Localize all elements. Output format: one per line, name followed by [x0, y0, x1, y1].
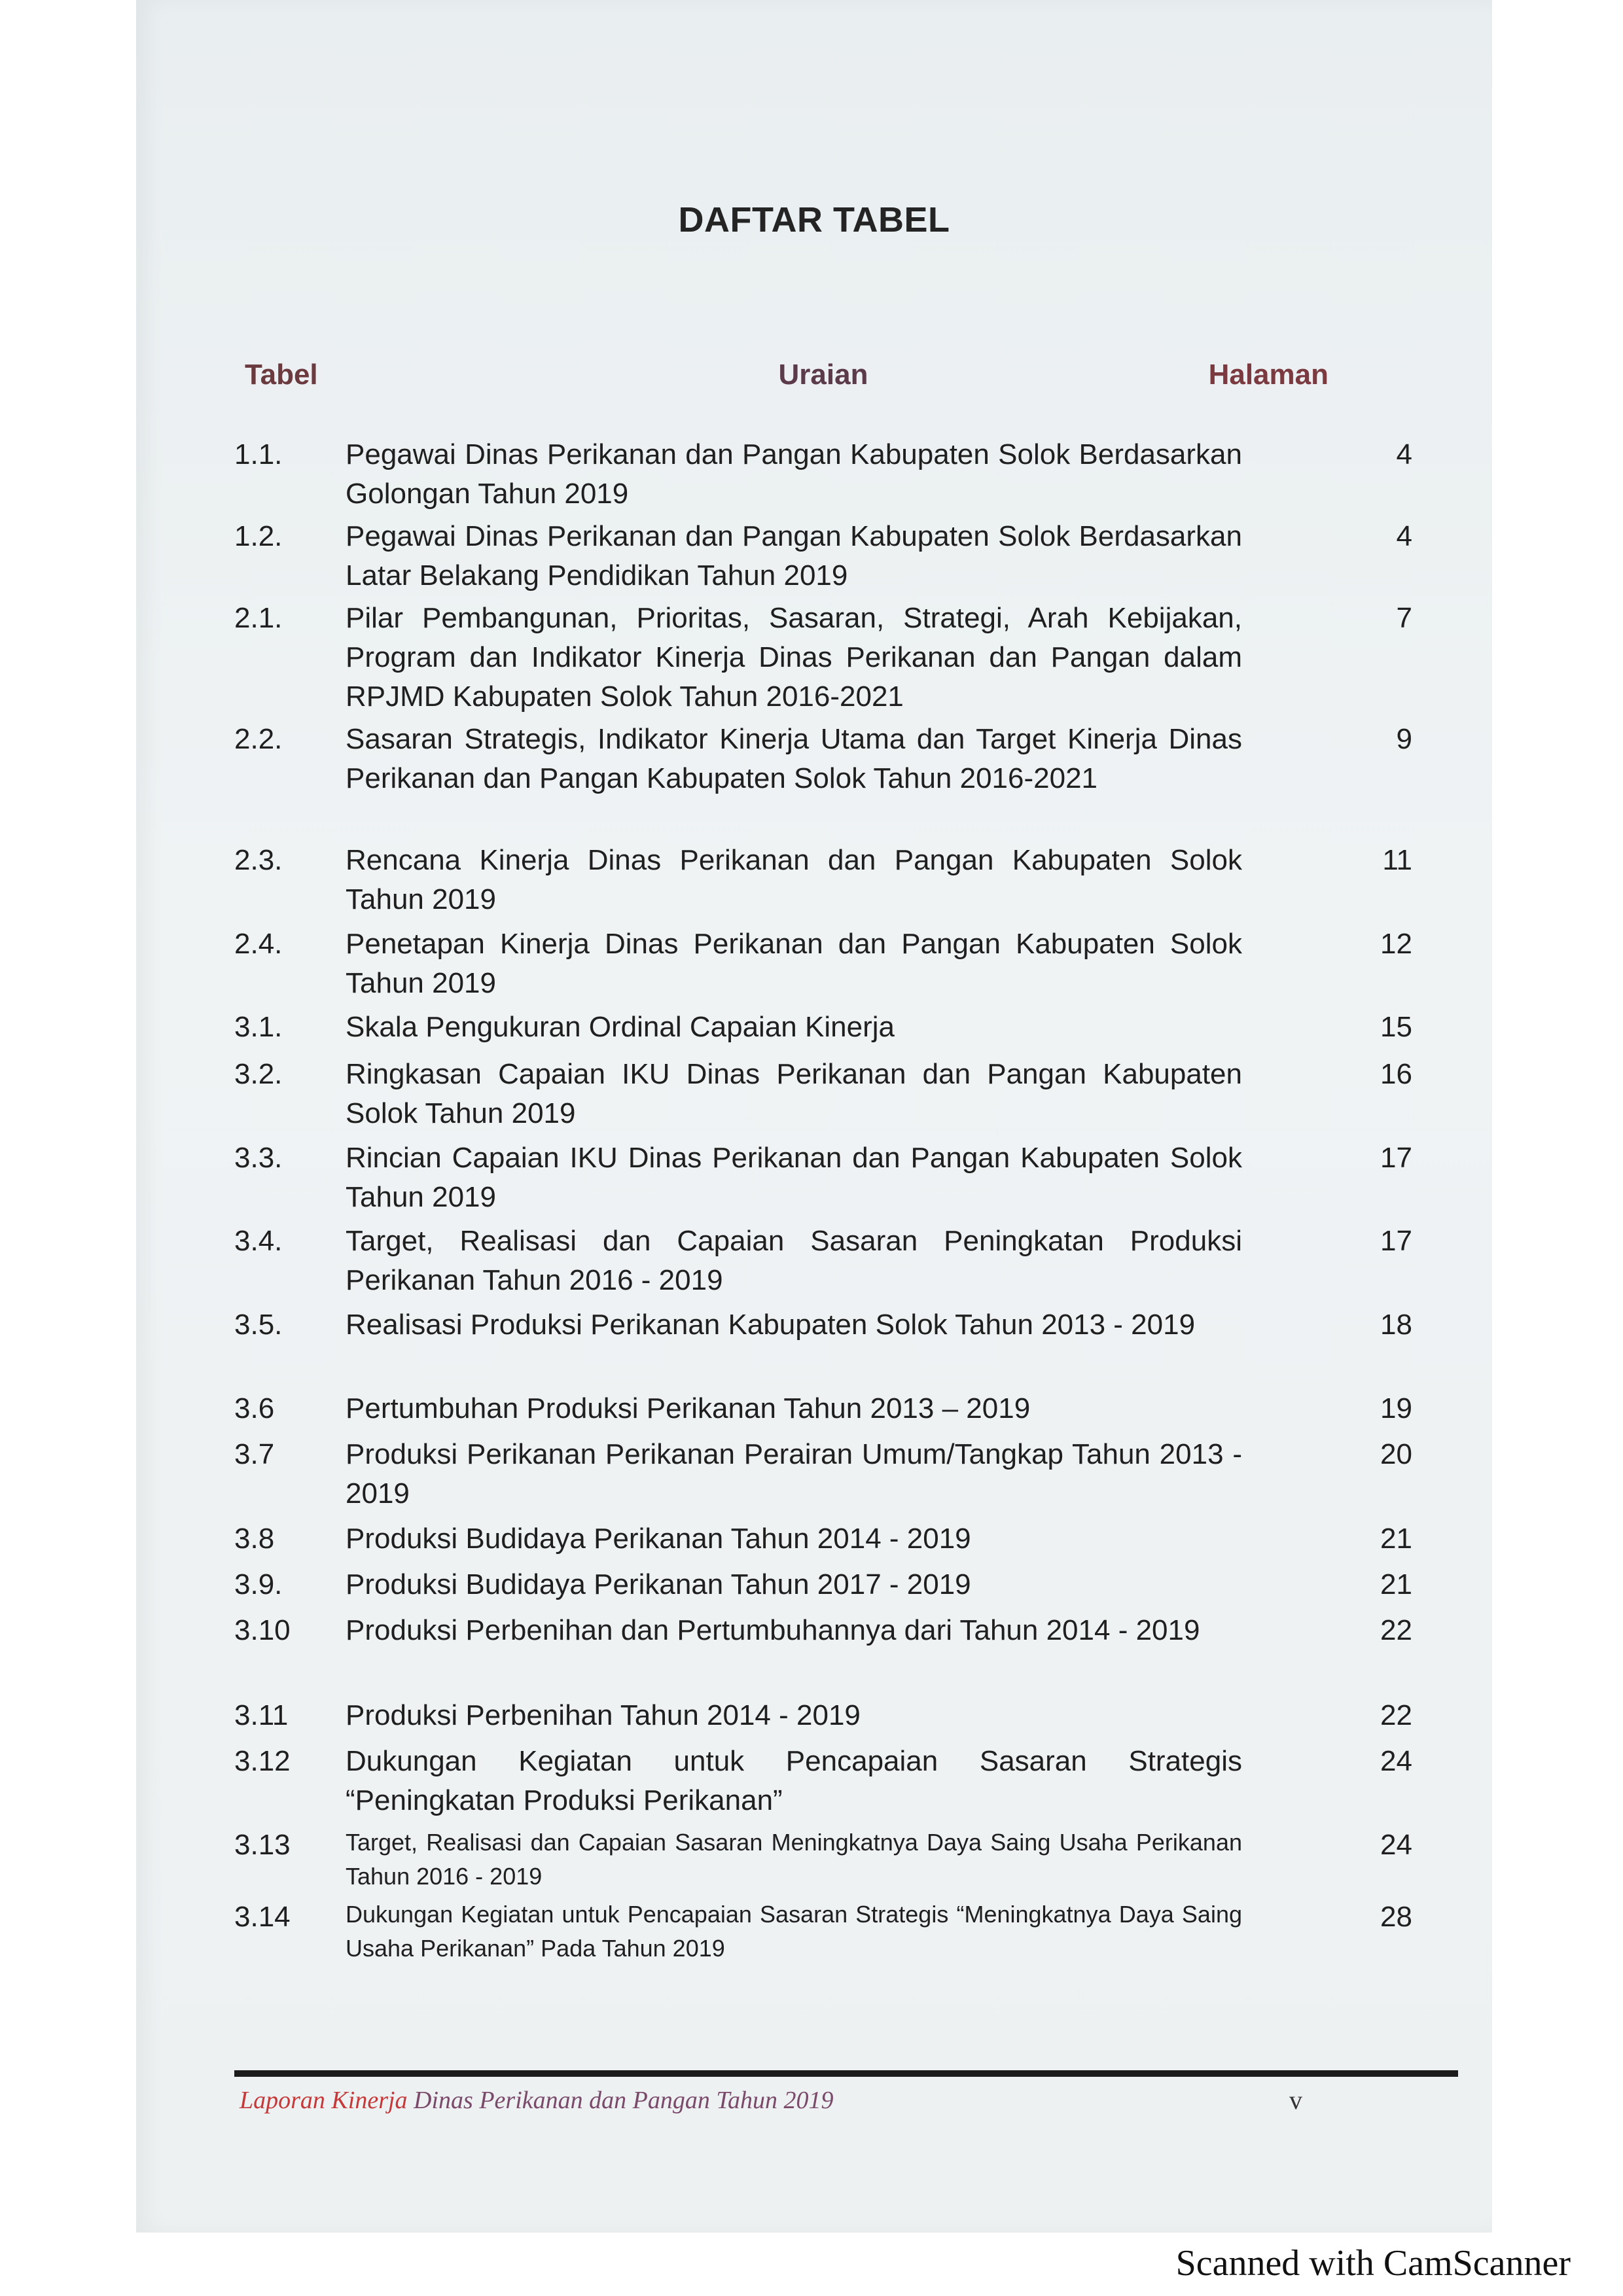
entry-description: Rincian Capaian IKU Dinas Perikanan dan Pangan Kabupaten Solok Tahun 2019 — [346, 1142, 1242, 1213]
entry-page: 9 — [1396, 723, 1412, 755]
page-title: DAFTAR TABEL — [678, 200, 950, 239]
entry-number: 1.2. — [234, 520, 283, 552]
entry-page: 21 — [1380, 1568, 1412, 1600]
footer-page-number: v — [1289, 2085, 1302, 2115]
entry-description: Realisasi Produksi Perikanan Kabupaten Solok Tahun 2013 - 2019 — [346, 1309, 1196, 1341]
entry-number: 3.10 — [234, 1614, 291, 1646]
entry-number: 2.3. — [234, 844, 283, 876]
entry-page: 17 — [1380, 1225, 1412, 1257]
entry-page: 28 — [1380, 1901, 1412, 1933]
entry-description: Target, Realisasi dan Capaian Sasaran Meningkatnya Daya Saing Usaha Perikanan Tahun 2016 - 2019 — [346, 1829, 1242, 1890]
entry-description: Skala Pengukuran Ordinal Capaian Kinerja — [346, 1011, 895, 1043]
entry-number: 3.3. — [234, 1142, 283, 1174]
entry-number: 3.1. — [234, 1011, 283, 1043]
entry-description: Pilar Pembangunan, Prioritas, Sasaran, Strategi, Arah Kebijakan, Program dan Indikator Kinerja Dinas Perikanan dan Pangan dalam RPJMD Kabupaten Solok Tahun 2016-2021 — [346, 602, 1242, 713]
column-header-tabel: Tabel — [245, 359, 318, 391]
entry-description: Produksi Budidaya Perikanan Tahun 2014 - 2019 — [346, 1523, 971, 1555]
entry-number: 2.1. — [234, 602, 283, 634]
entry-page: 22 — [1380, 1614, 1412, 1646]
footer-report-label: Laporan Kinerja — [240, 2087, 408, 2114]
entry-description: Dukungan Kegiatan untuk Pencapaian Sasaran Strategis “Meningkatnya Daya Saing Usaha Perikanan” Pada Tahun 2019 — [346, 1901, 1242, 1962]
entry-page: 12 — [1380, 928, 1412, 960]
entry-number: 3.6 — [234, 1392, 275, 1424]
entry-description: Produksi Perbenihan dan Pertumbuhannya dari Tahun 2014 - 2019 — [346, 1614, 1200, 1646]
entry-page: 19 — [1380, 1392, 1412, 1424]
scanner-watermark: Scanned with CamScanner — [1175, 2243, 1571, 2284]
entry-description: Produksi Perbenihan Tahun 2014 - 2019 — [346, 1699, 861, 1731]
column-header-uraian: Uraian — [778, 359, 868, 391]
entry-page: 4 — [1396, 438, 1412, 470]
entry-description: Produksi Perikanan Perikanan Perairan Umum/Tangkap Tahun 2013 - 2019 — [346, 1438, 1242, 1510]
entry-number: 3.13 — [234, 1829, 291, 1861]
footer-report-title — [240, 2086, 833, 2115]
entry-description: Pegawai Dinas Perikanan dan Pangan Kabupaten Solok Berdasarkan Latar Belakang Pendidikan Tahun 2019 — [346, 520, 1242, 592]
entry-number: 2.2. — [234, 723, 283, 755]
entry-page: 18 — [1380, 1309, 1412, 1341]
column-header-halaman: Halaman — [1208, 359, 1329, 391]
entry-description: Penetapan Kinerja Dinas Perikanan dan Pangan Kabupaten Solok Tahun 2019 — [346, 928, 1242, 999]
entry-page: 21 — [1380, 1523, 1412, 1555]
entry-description: Sasaran Strategis, Indikator Kinerja Utama dan Target Kinerja Dinas Perikanan dan Pangan Kabupaten Solok Tahun 2016-2021 — [346, 723, 1242, 794]
entry-number: 3.5. — [234, 1309, 283, 1341]
entry-description: Rencana Kinerja Dinas Perikanan dan Pangan Kabupaten Solok Tahun 2019 — [346, 844, 1242, 915]
entry-number: 1.1. — [234, 438, 283, 470]
entry-description: Dukungan Kegiatan untuk Pencapaian Sasaran Strategis “Peningkatan Produksi Perikanan” — [346, 1745, 1242, 1816]
entry-number: 2.4. — [234, 928, 283, 960]
entry-number: 3.2. — [234, 1058, 283, 1090]
entry-description: Produksi Budidaya Perikanan Tahun 2017 - 2019 — [346, 1568, 971, 1600]
entry-page: 4 — [1396, 520, 1412, 552]
table-of-tables — [136, 0, 1492, 2233]
entry-number: 3.8 — [234, 1523, 275, 1555]
entry-page: 11 — [1382, 844, 1412, 876]
entry-number: 3.12 — [234, 1745, 291, 1777]
entry-description: Target, Realisasi dan Capaian Sasaran Peningkatan Produksi Perikanan Tahun 2016 - 2019 — [346, 1225, 1242, 1296]
scanned-page — [136, 0, 1492, 2233]
entry-description: Ringkasan Capaian IKU Dinas Perikanan dan Pangan Kabupaten Solok Tahun 2019 — [346, 1058, 1242, 1129]
entry-number: 3.7 — [234, 1438, 275, 1470]
entry-page: 7 — [1396, 602, 1412, 634]
entry-page: 24 — [1380, 1745, 1412, 1777]
footer-divider — [234, 2070, 1458, 2077]
entry-number: 3.11 — [234, 1699, 289, 1731]
entry-page: 16 — [1380, 1058, 1412, 1090]
entry-number: 3.9. — [234, 1568, 283, 1600]
entry-page: 20 — [1380, 1438, 1412, 1470]
entry-page: 22 — [1380, 1699, 1412, 1731]
entry-description: Pertumbuhan Produksi Perikanan Tahun 2013 – 2019 — [346, 1392, 1031, 1424]
entry-description: Pegawai Dinas Perikanan dan Pangan Kabupaten Solok Berdasarkan Golongan Tahun 2019 — [346, 438, 1242, 510]
entry-page: 17 — [1380, 1142, 1412, 1174]
entry-page: 24 — [1380, 1829, 1412, 1861]
entry-number: 3.14 — [234, 1901, 291, 1933]
entry-page: 15 — [1380, 1011, 1412, 1043]
entry-number: 3.4. — [234, 1225, 283, 1257]
footer-agency-label: Dinas Perikanan dan Pangan Tahun 2019 — [407, 2087, 834, 2114]
